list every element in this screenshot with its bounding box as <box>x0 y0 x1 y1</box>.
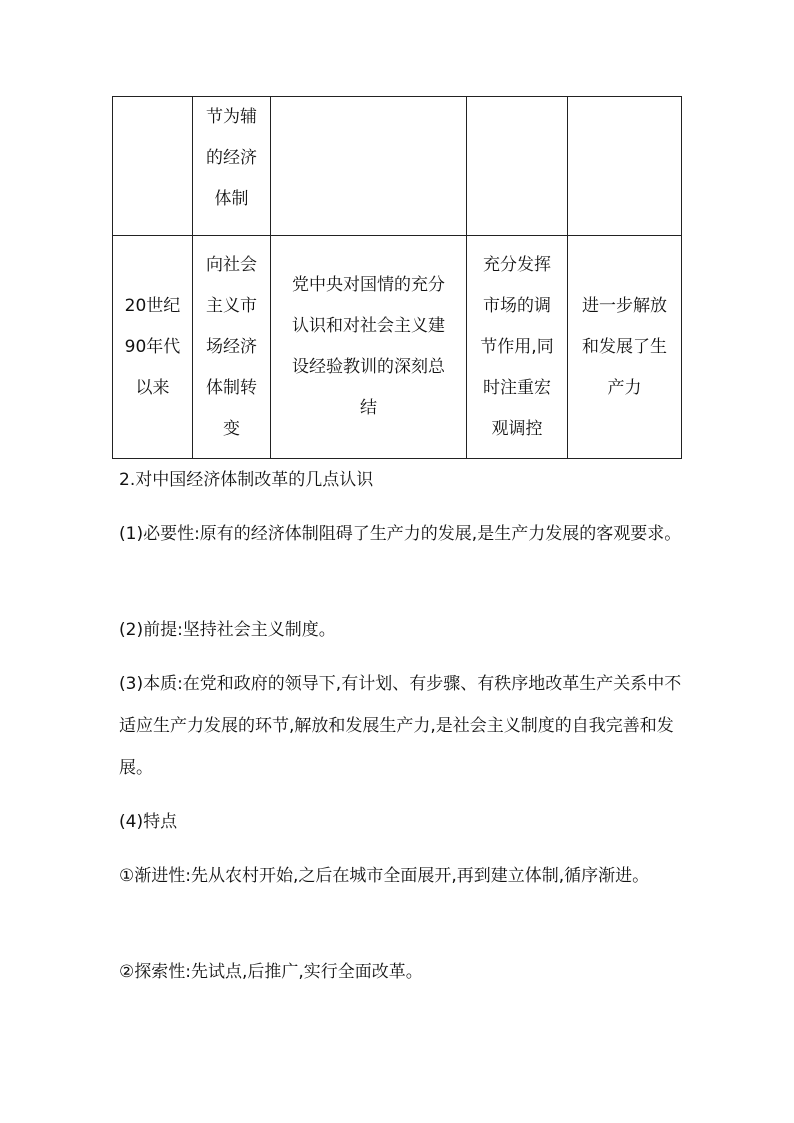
cell-line: 设经验教训的深刻总 <box>292 357 445 377</box>
cell-line: 体制转 <box>206 377 257 398</box>
cell-line: 向社会 <box>206 254 257 275</box>
cell-line: 90年代 <box>124 336 181 357</box>
table-cell-period <box>113 97 193 236</box>
cell-line: 和发展了生 <box>582 336 667 357</box>
cell-line: 结 <box>360 398 377 418</box>
table-cell-reason <box>271 236 467 459</box>
cell-line: 进一步解放 <box>582 295 667 316</box>
cell-line: 观调控 <box>491 418 543 439</box>
table-cell-feature <box>467 236 568 459</box>
cell-line: 产力 <box>607 377 642 398</box>
table-cell-period <box>113 236 193 459</box>
cell-line: 充分发挥 <box>483 254 551 275</box>
paragraph-essence: (3)本质:在党和政府的领导下,有计划、有步骤、有秩序地改革生产关系中不适应生产力发展的环节,解放和发展生产力,是社会主义制度的自我完善和发展。 <box>119 674 682 778</box>
paragraph-exploratory: ②探索性:先试点,后推广,实行全面改革。 <box>119 962 423 982</box>
cell-line: 20世纪 <box>124 295 181 316</box>
table-cell-feature <box>467 97 568 236</box>
table-cell-system <box>193 97 271 236</box>
table-cell-reason <box>271 97 467 236</box>
cell-line: 党中央对国情的充分 <box>292 275 445 295</box>
cell-line: 时注重宏 <box>483 377 551 398</box>
table-row <box>113 236 682 459</box>
paragraph-necessity: (1)必要性:原有的经济体制阻碍了生产力的发展,是生产力发展的客观要求。 <box>119 524 682 544</box>
cell-line: 认识和对社会主义建 <box>292 316 445 336</box>
paragraph-premise: (2)前提:坚持社会主义制度。 <box>119 620 336 640</box>
cell-line: 以来 <box>135 377 170 398</box>
table-cell-effect <box>568 236 682 459</box>
cell-line: 主义市 <box>206 295 257 316</box>
cell-line: 市场的调 <box>483 295 551 316</box>
cell-line: 的经济 <box>206 148 257 168</box>
cell-line: 场经济 <box>206 336 257 357</box>
table-cell-effect <box>568 97 682 236</box>
table-row <box>113 97 682 236</box>
cell-line: 体制 <box>214 189 249 209</box>
paragraph-gradual: ①渐进性:先从农村开始,之后在城市全面展开,再到建立体制,循序渐进。 <box>119 866 650 886</box>
cell-line: 节为辅 <box>206 107 257 127</box>
economic-reform-table <box>112 96 682 459</box>
section-heading: 2.对中国经济体制改革的几点认识 <box>119 470 374 490</box>
paragraph-features: (4)特点 <box>119 812 178 832</box>
table-cell-system <box>193 236 271 459</box>
cell-line: 变 <box>223 418 240 439</box>
cell-line: 节作用,同 <box>480 336 554 357</box>
